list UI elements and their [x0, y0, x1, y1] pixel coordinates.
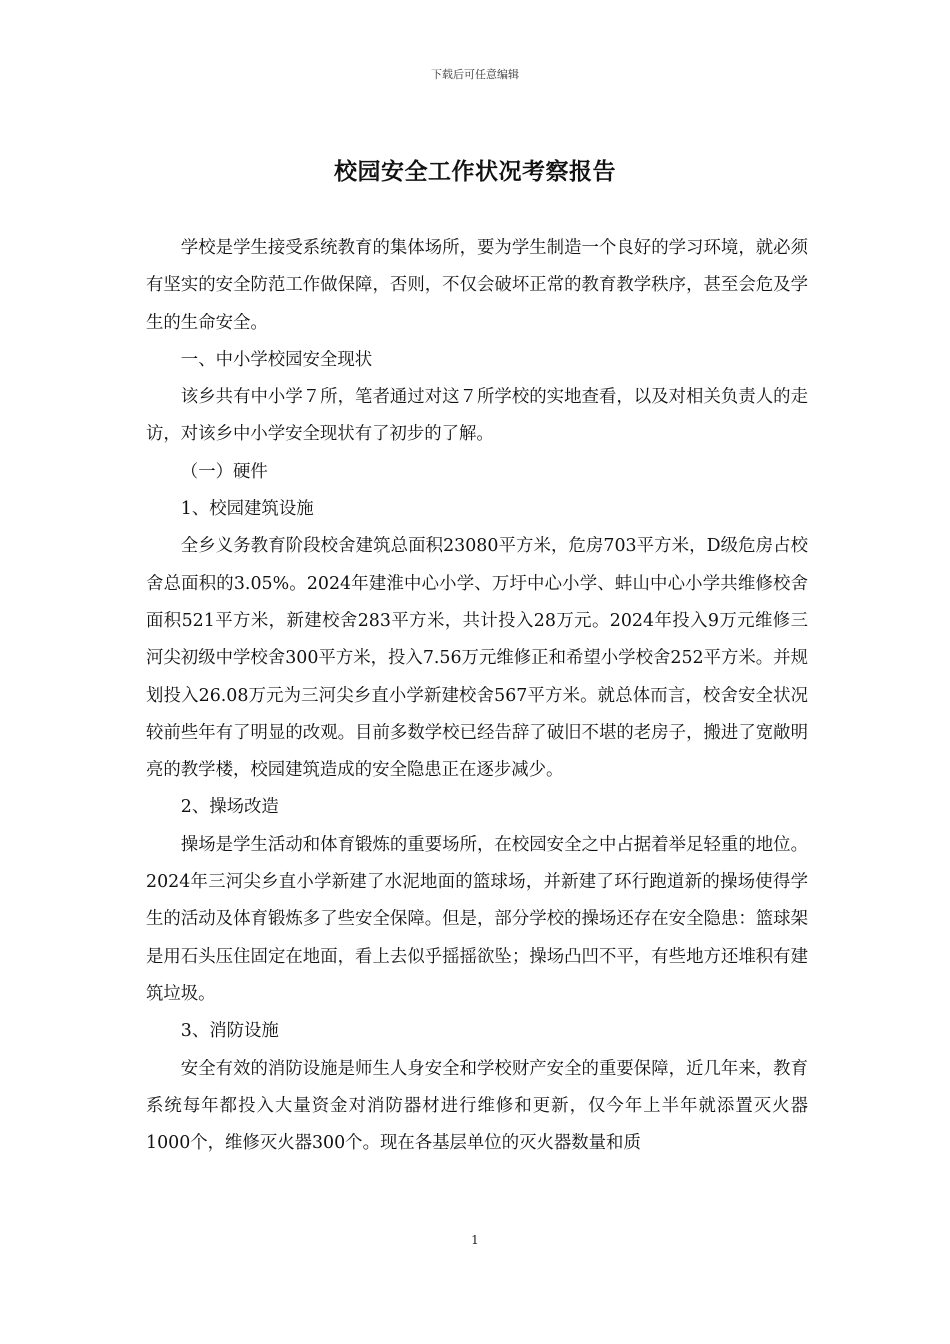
paragraph-buildings: 全乡义务教育阶段校舍建筑总面积23080平方米，危房703平方米，D级危房占校舍总面积的3.05%。2024年建淮中心小学、万圩中心小学、蚌山中心小学共维修校舍面积521平方米，新建校舍283平方米，共计投入28万元。2024年投入9万元维修三河尖初级中学校舍300平方米，投入7.56万元维修正和希望小学校舍252平方米。并规划投入26.08万元为三河尖乡直小学新建校舍567平方米。就总体而言，校舍安全状况较前些年有了明显的改观。目前多数学校已经告辞了破旧不堪的老房子，搬进了宽敞明亮的教学楼，校园建筑造成的安全隐患正在逐步减少。 — [146, 536, 808, 781]
subsection-heading-hardware: （一）硬件 — [180, 461, 268, 482]
page-header-note: 下载后可任意编辑 — [431, 68, 519, 81]
page-number: 1 — [471, 1233, 479, 1247]
item-heading-fire-safety: 3、消防设施 — [180, 1021, 279, 1042]
document-title: 校园安全工作状况考察报告 — [334, 158, 616, 185]
paragraph-survey: 该乡共有中小学７所，笔者通过对这７所学校的实地查看，以及对相关负责人的走访，对该乡中小学安全现状有了初步的了解。 — [146, 387, 808, 445]
item-heading-playground: 2、操场改造 — [180, 797, 279, 818]
section-heading-current-status: 一、中小学校园安全现状 — [180, 349, 373, 370]
document-body — [146, 230, 808, 1162]
item-heading-buildings: 1、校园建筑设施 — [180, 499, 314, 520]
paragraph-intro: 学校是学生接受系统教育的集体场所，要为学生制造一个良好的学习环境，就必须有坚实的安全防范工作做保障，否则，不仅会破坏正常的教育教学秩序，甚至会危及学生的生命安全。 — [146, 238, 808, 333]
paragraph-playground: 操场是学生活动和体育锻炼的重要场所，在校园安全之中占据着举足轻重的地位。2024年三河尖乡直小学新建了水泥地面的篮球场，并新建了环行跑道新的操场使得学生的活动及体育锻炼多了些安全保障。但是，部分学校的操场还存在安全隐患：篮球架是用石头压住固定在地面，看上去似乎摇摇欲坠；操场凸凹不平，有些地方还堆积有建筑垃圾。 — [146, 834, 808, 1004]
paragraph-fire-safety: 安全有效的消防设施是师生人身安全和学校财产安全的重要保障，近几年来，教育系统每年都投入大量资金对消防器材进行维修和更新，仅今年上半年就添置灭火器1000个，维修灭火器300个。现在各基层单位的灭火器数量和质 — [146, 1058, 808, 1154]
